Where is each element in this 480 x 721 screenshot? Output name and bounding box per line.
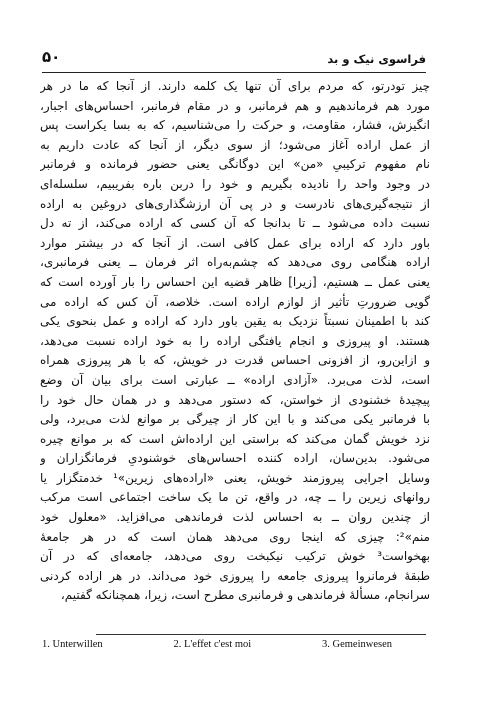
text-line: پیچیدهٔ خشنودی از خواستن، که دستور می‌دهد و در همان حال خود را: [40, 392, 430, 407]
text-line: و ازاین‌رو، از افزونی احساس قدرت در خویش، که با هر پیروزی همراه: [40, 353, 430, 368]
header-rule: [42, 72, 426, 73]
footnote-3: 3. Gemeinwesen: [322, 639, 392, 650]
text-line: کند با اطمینان نسبتاً نزدیک به یقین باور دارد که اراده و عمل بنحوی یکی: [40, 314, 430, 329]
text-line: است، لذت می‌برد. «آزادی اراده» ــ عبارتی است برای بیان آن وضع: [40, 372, 430, 387]
footnotes: [42, 639, 392, 650]
text-line: از عمل اراده آغاز می‌شود؛ از سوی دیگر، از آنجا که عادت داریم به: [40, 137, 430, 152]
footnote-1: 1. Unterwillen: [42, 639, 103, 650]
text-line: طبقهٔ فرمانروا پیروزی جامعه را پیروزی خود می‌داند. در هر اراده کردنی: [40, 568, 430, 583]
text-line: سرانجام، مسألهٔ فرماندهی و فرمانبری مطرح است، زیرا، همچنانکه گفتیم،: [60, 588, 430, 603]
text-line: بهخواست³ خوش ترکیب نیکبخت روی می‌دهد، جامعه‌ای که در آن: [40, 549, 430, 564]
text-line: هستند. او پیروزی و انجام یافتگی اراده را به خود اراده نسبت می‌دهد،: [40, 333, 430, 348]
body-text: [40, 77, 430, 606]
text-line: وسایل اجرایی پیروزمند خویش، یعنی «اراده‌های زیرین»¹ خدمتگزار یا: [40, 470, 430, 485]
text-line: منم»²: چیزی که اینجا روی می‌دهد همان است که در هر جامعهٔ: [40, 529, 430, 544]
text-line: نام مفهوم ترکیبیِ «من» این دوگانگی یعنی حضور فرمانده و فرمانبر: [40, 157, 430, 172]
text-line: می‌شود. بدین‌سان، اراده کننده احساس‌های خوشنودیِ فرمانگزاران و: [40, 451, 430, 466]
page-number: ۵۰: [42, 48, 61, 66]
footnote-rule: [96, 634, 426, 635]
text-line: مورد هم فرماندهیم و هم فرمانبر، و در مقام فرمانبر، احساس‌های اجبار،: [40, 98, 430, 113]
text-line: یعنی عمل ــ هستیم، [زیرا] ظاهر قضیه این احساس را بار آورده است که: [40, 274, 430, 289]
running-title: فراسوی نیک و بد: [327, 52, 426, 66]
text-line: از نتیجه‌گیری‌های نادرست و در پی آن ارزشگذاری‌های دروغین به اراده: [40, 196, 430, 211]
text-line: از چندین روان ــ به احساس لذت فرماندهی می‌افزاید. «معلول خود: [40, 510, 430, 525]
text-line: باور دارد که اراده برای عمل کافی است. از آنجا که در بیشتر موارد: [40, 235, 430, 250]
text-line: چیز تودرتو، که مردم برای آن تنها یک کلمه دارند. از آنجا که ما در هر: [40, 79, 430, 93]
text-line: اراده هنگامی روی می‌دهد که چشم‌به‌راه اثر فرمان ــ یعنی فرمانبری،: [40, 255, 430, 270]
text-line: با فرمانبر یکی می‌کند و با این کار از چیرگی بر موانع لذت می‌برد، ولی: [40, 412, 430, 427]
footnote-2: 2. L'effet c'est moi: [173, 639, 252, 650]
text-line: روانهای زیرین را ــ چه، در واقع، تن ما یک ساخت اجتماعی است مرکب: [40, 490, 430, 505]
text-line: در وجود واحد را نادیده بگیریم و خود را دربن باره بفریبیم، سلسله‌ای: [40, 176, 430, 191]
text-line: انگیزش، فشار، مقاومت، و حرکت را می‌شناسیم، که به بسا یکراست پس: [40, 118, 430, 133]
text-line: نزد خویش گمان می‌کند که براستی این اراده‌اش است که بر موانع چیره: [40, 431, 430, 446]
text-line: گویی ضرورتِ تأثیر از لوازم اراده است. خلاصه، آن کس که اراده می: [40, 294, 430, 309]
page-header: [42, 42, 426, 66]
text-line: نسبت داده می‌شود ــ تا بدانجا که آن کسی که اراده می‌کند، از ته دل: [40, 216, 430, 231]
